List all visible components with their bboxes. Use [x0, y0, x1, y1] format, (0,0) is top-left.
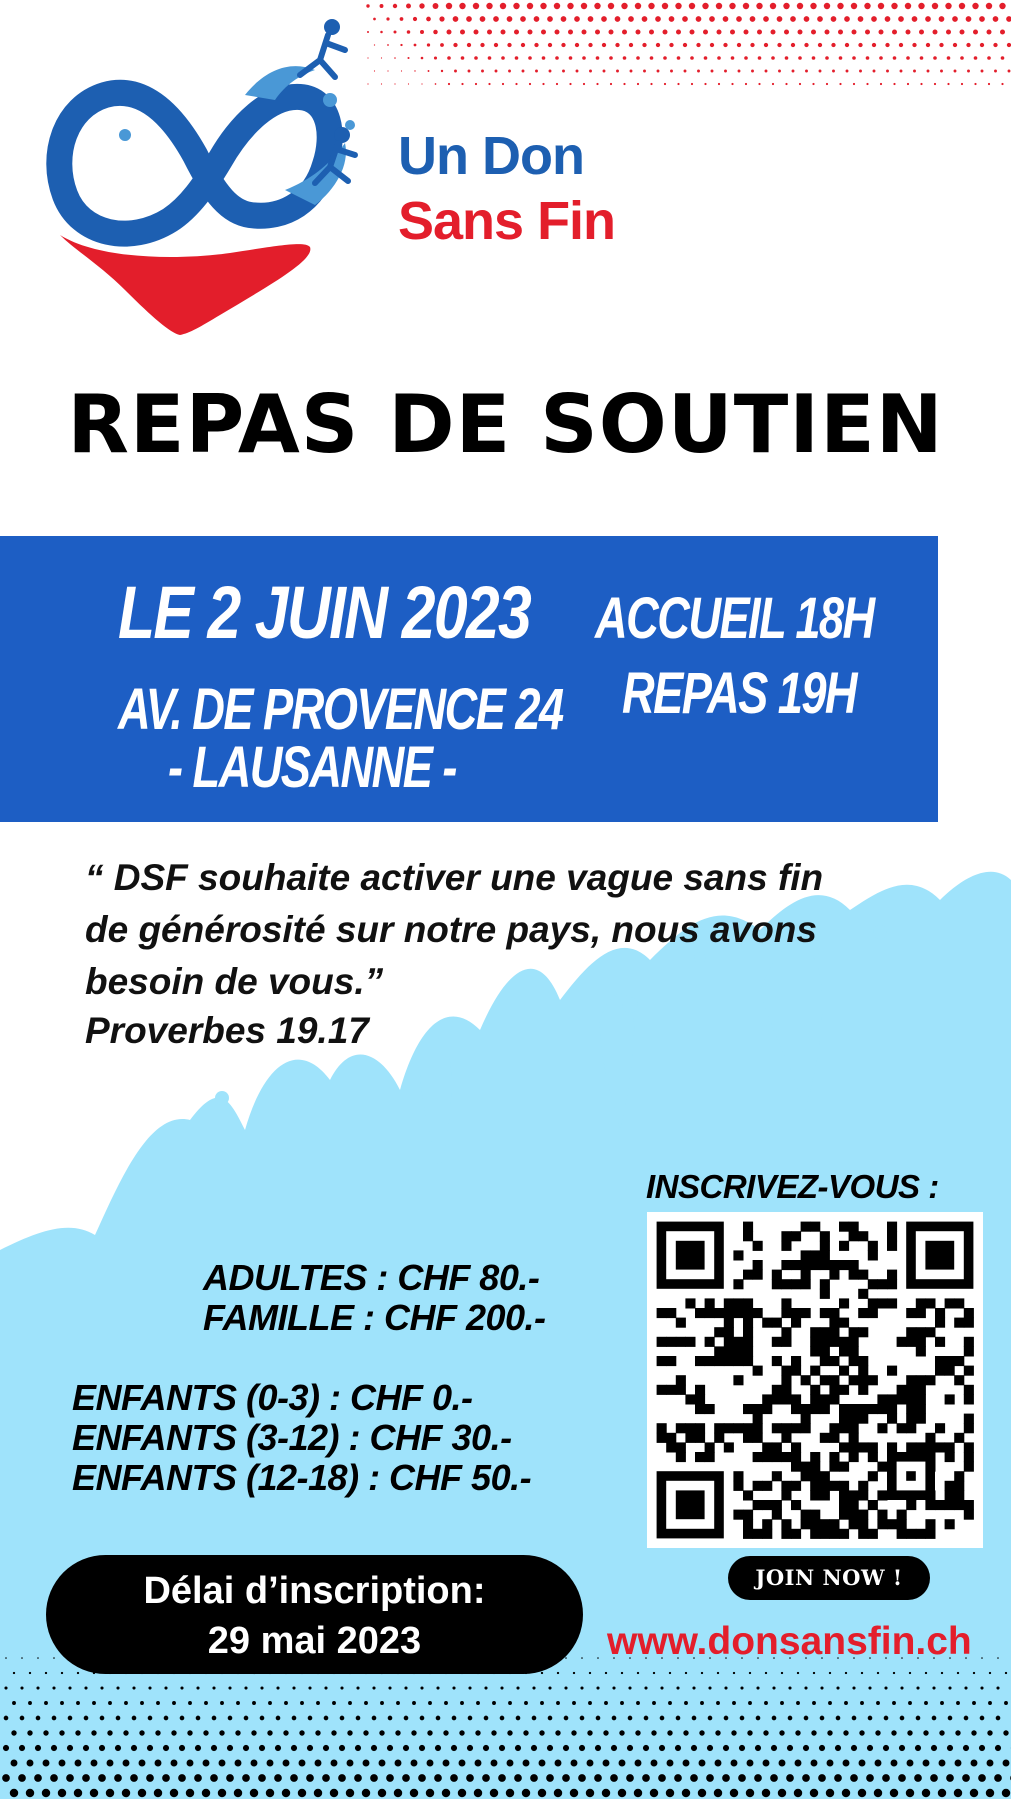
brand-name-line1: Un Don: [398, 126, 584, 186]
price-children-3-12: ENFANTS (3-12) : CHF 30.-: [72, 1417, 512, 1458]
quote-text: “ DSF souhaite activer une vague sans fin de générosité sur notre pays, nous avons besoin de vous.”: [85, 857, 824, 1002]
join-now-button[interactable]: JOIN NOW !: [728, 1556, 930, 1600]
red-dot-pattern: [360, 0, 1011, 100]
price-children-0-3: ENFANTS (0-3) : CHF 0.-: [72, 1377, 473, 1418]
price-family: FAMILLE : CHF 200.-: [203, 1297, 546, 1338]
deadline-label: Délai d’inscription:: [143, 1570, 486, 1612]
brand-name-line2: Sans Fin: [398, 191, 616, 251]
event-address: AV. DE PROVENCE 24: [118, 677, 563, 742]
infinity-heart-swimmers-logo: [30, 15, 390, 345]
event-city: - LAUSANNE -: [168, 735, 456, 800]
website-link[interactable]: www.donsansfin.ch: [607, 1620, 972, 1663]
quote-reference: Proverbes 19.17: [85, 1010, 369, 1051]
page-title: REPAS DE SOUTIEN: [67, 378, 944, 471]
qr-code-icon[interactable]: [647, 1212, 983, 1548]
register-heading: INSCRIVEZ-VOUS :: [646, 1168, 939, 1205]
event-date: LE 2 JUIN 2023: [118, 571, 531, 654]
price-adults: ADULTES : CHF 80.-: [203, 1257, 540, 1298]
price-children-12-18: ENFANTS (12-18) : CHF 50.-: [72, 1457, 532, 1498]
deadline-date: 29 mai 2023: [207, 1620, 422, 1662]
deadline-pill: [46, 1555, 583, 1674]
event-meal-time: REPAS 19H: [622, 661, 857, 726]
event-welcome-time: ACCUEIL 18H: [595, 586, 874, 651]
